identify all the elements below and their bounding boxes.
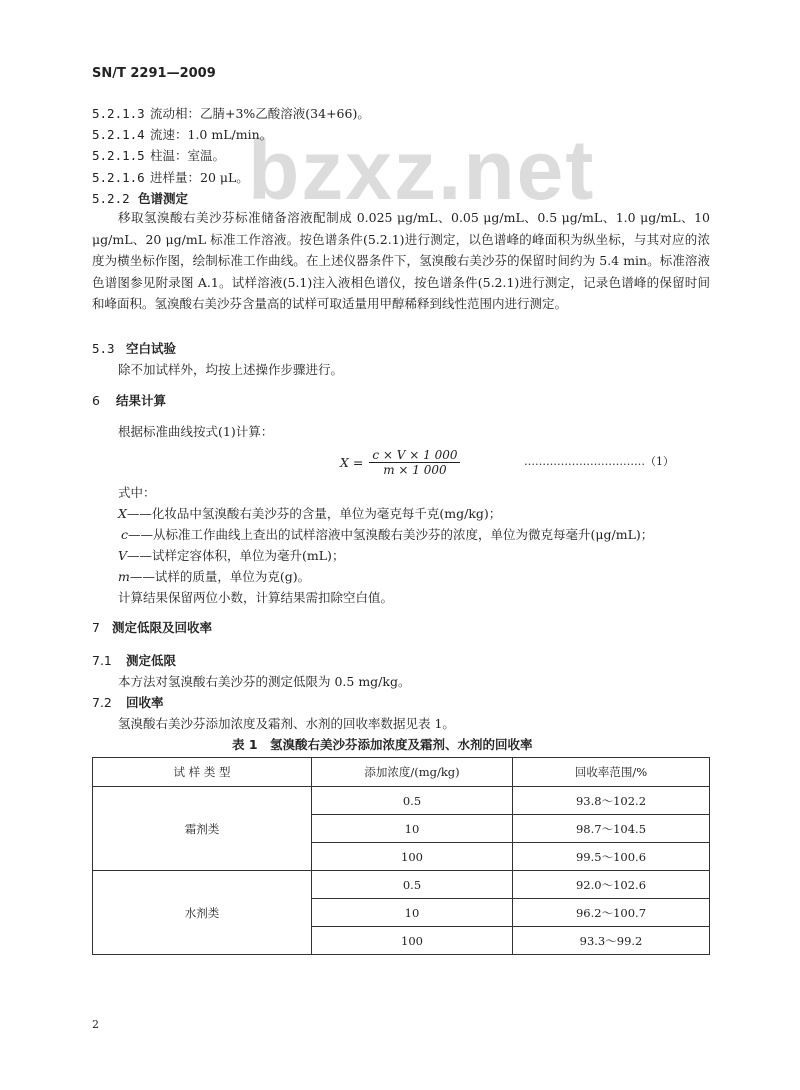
item-number: 5.2.1.5 — [92, 148, 145, 163]
where-label: 式中： — [118, 485, 156, 500]
watermark: bzxz.net — [248, 123, 596, 217]
table-header-row — [93, 758, 710, 787]
formula-intro: 根据标准曲线按式(1)计算： — [118, 424, 274, 439]
section-title: 空白试验 — [126, 341, 177, 356]
document-header: SN/T 2291—2009 — [92, 66, 216, 81]
item-5-2-1-5 — [92, 148, 225, 164]
item-5-2-1-3 — [92, 106, 370, 122]
section-number: 7.2 — [92, 695, 112, 710]
table-row — [93, 787, 710, 815]
page-number: 2 — [92, 1018, 99, 1031]
section-number: 7 — [92, 620, 100, 635]
variable-symbol: V — [118, 548, 128, 563]
item-text: 流速：1.0 mL/min。 — [150, 127, 273, 142]
recovery-cell: 93.3～99.2 — [513, 927, 710, 955]
concentration-cell: 0.5 — [312, 787, 513, 815]
recovery-table — [92, 757, 710, 955]
item-5-2-1-6 — [92, 170, 249, 186]
formula — [340, 448, 460, 477]
section-number: 5.3 — [92, 341, 115, 356]
section-number: 6 — [92, 393, 100, 408]
item-text: 柱温：室温。 — [150, 148, 226, 163]
item-number: 5.2.1.3 — [92, 106, 145, 121]
recovery-cell: 93.8～102.2 — [513, 787, 710, 815]
variable-symbol: m — [118, 569, 130, 584]
item-number: 5.2.1.4 — [92, 127, 145, 142]
variable-definition — [118, 527, 653, 543]
section-7-2-heading — [92, 695, 164, 711]
variable-desc: ——从标准工作曲线上查出的试样溶液中氢溴酸右美沙芬的浓度，单位为微克每毫升(μg/mL)； — [128, 527, 654, 542]
section-title: 测定低限及回收率 — [112, 620, 213, 635]
formula-lhs: X = — [340, 455, 364, 470]
section-6-heading — [92, 393, 166, 409]
section-7-1-heading — [92, 653, 176, 669]
recovery-cell: 96.2～100.7 — [513, 899, 710, 927]
section-7-1-paragraph: 本方法对氢溴酸右美沙芬的测定低限为 0.5 mg/kg。 — [118, 674, 411, 689]
recovery-cell: 99.5～100.6 — [513, 843, 710, 871]
section-title: 色谱测定 — [138, 191, 189, 206]
column-header: 试 样 类 型 — [93, 758, 312, 787]
concentration-cell: 10 — [312, 815, 513, 843]
section-title: 回收率 — [126, 695, 164, 710]
variable-definition — [118, 506, 501, 522]
column-header: 添加浓度/(mg/kg) — [312, 758, 513, 787]
section-5-2-2-heading — [92, 191, 188, 207]
column-header: 回收率范围/% — [513, 758, 710, 787]
section-7-2-paragraph: 氢溴酸右美沙芬添加浓度及霜剂、水剂的回收率数据见表 1。 — [118, 716, 455, 731]
concentration-cell: 10 — [312, 899, 513, 927]
item-text: 流动相：乙腈+3%乙酸溶液(34+66)。 — [150, 106, 370, 121]
calculation-note: 计算结果保留两位小数，计算结果需扣除空白值。 — [118, 590, 394, 605]
variable-symbol: c — [121, 527, 129, 542]
sample-type-cell: 霜剂类 — [93, 787, 312, 871]
item-text: 进样量：20 μL。 — [150, 170, 249, 185]
denominator: m × 1 000 — [383, 463, 447, 477]
equation-number: ……………………………（1） — [524, 455, 674, 468]
section-number: 7.1 — [92, 653, 112, 668]
variable-symbol: X — [118, 506, 127, 521]
table-caption: 表 1 氢溴酸右美沙芬添加浓度及霜剂、水剂的回收率 — [232, 737, 533, 752]
variable-desc: ——试样的质量，单位为克(g)。 — [129, 569, 311, 584]
variable-definition — [118, 569, 310, 585]
recovery-cell: 92.0～102.6 — [513, 871, 710, 899]
variable-desc: ——化妆品中氢溴酸右美沙芬的含量，单位为毫克每千克(mg/kg)； — [126, 506, 502, 521]
section-5-2-2-paragraph: 移取氢溴酸右美沙芬标准储备溶液配制成 0.025 μg/mL、0.05 μg/mL、0.5 μg/mL、1.0 μg/mL、10 μg/mL、20 μg/mL 标准工作溶液。按色谱条件(5.2.1)进行测定，以色谱峰的峰面积为纵坐标，与其对应的浓度为横坐标作图，绘制标准工作曲线。在上述仪器条件下，氢溴酸右美沙芬的保留时间约为 5.4 min。标准溶液色谱图参见附录图 A.1。试样溶液(5.1)注入液相色谱仪，按色谱条件(5.2.1)进行测定，记录色谱峰的保留时间和峰面积。氢溴酸右美沙芬含量高的试样可取适量用甲醇稀释到线性范围内进行测定。 — [92, 210, 710, 311]
section-5-3-heading — [92, 341, 176, 357]
sample-type-cell: 水剂类 — [93, 871, 312, 955]
concentration-cell: 0.5 — [312, 871, 513, 899]
section-5-3-paragraph: 除不加试样外，均按上述操作步骤进行。 — [118, 362, 344, 377]
item-number: 5.2.1.6 — [92, 170, 145, 185]
fraction — [369, 448, 460, 477]
section-title: 测定低限 — [126, 653, 177, 668]
variable-definition — [118, 548, 344, 564]
section-number: 5.2.2 — [92, 191, 130, 206]
numerator: c × V × 1 000 — [369, 448, 460, 463]
table-row — [93, 871, 710, 899]
variable-desc: ——试样定容体积，单位为毫升(mL)； — [127, 548, 345, 563]
concentration-cell: 100 — [312, 927, 513, 955]
item-5-2-1-4 — [92, 127, 272, 143]
section-title: 结果计算 — [116, 393, 167, 408]
section-7-heading — [92, 620, 212, 636]
concentration-cell: 100 — [312, 843, 513, 871]
recovery-cell: 98.7～104.5 — [513, 815, 710, 843]
